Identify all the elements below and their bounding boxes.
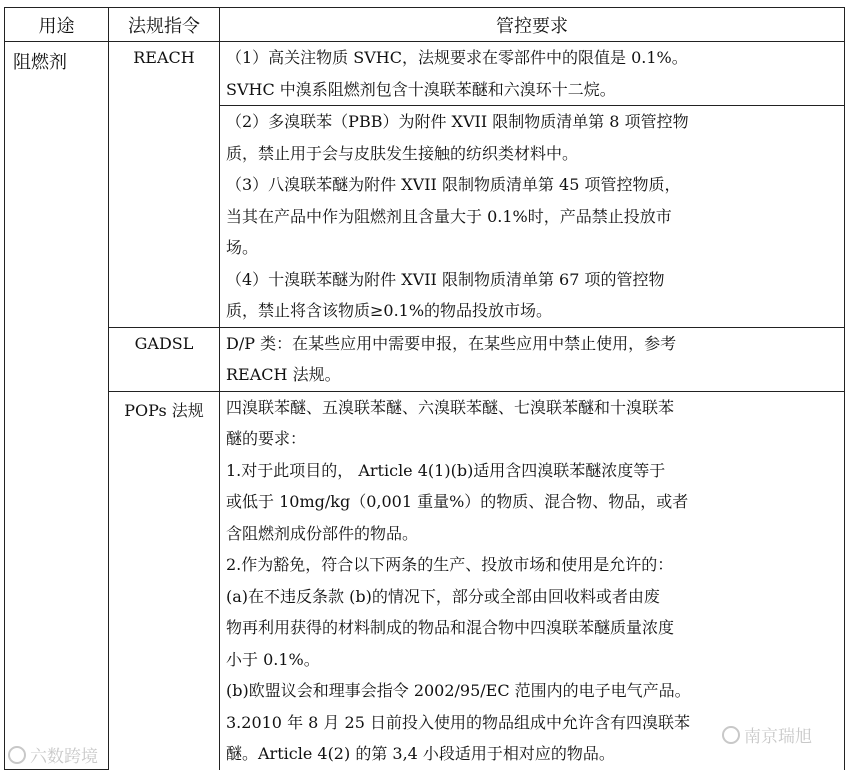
requirement-line: 物再利用获得的材料制成的物品和混合物中四溴联苯醚质量浓度: [226, 618, 675, 637]
reach-requirement-svhc: [220, 42, 845, 106]
regulation-gadsl: GADSL: [109, 327, 220, 391]
requirement-line: 小于 0.1%。: [226, 649, 320, 669]
reach-requirement-annex-xvii: [220, 106, 845, 328]
requirement-line: (a)在不违反条款 (b)的情况下，部分或全部由回收料或者由废: [226, 586, 660, 606]
requirement-line: SVHC 中溴系阻燃剂包含十溴联苯醚和六溴环十二烷。: [226, 79, 616, 99]
gadsl-row: [5, 327, 845, 391]
requirement-line: 四溴联苯醚、五溴联苯醚、六溴联苯醚、七溴联苯醚和十溴联苯: [226, 397, 675, 417]
requirement-line: 2.作为豁免，符合以下两条的生产、投放市场和使用是允许的：: [226, 555, 674, 574]
requirement-line: （4）十溴联苯醚为附件 XVII 限制物质清单第 67 项的管控物: [226, 269, 665, 289]
watermark-right: 南京瑞旭: [722, 722, 812, 747]
requirement-line: 当其在产品中作为阻燃剂且含量大于 0.1%时，产品禁止投放市: [226, 206, 672, 226]
pops-requirement: [220, 391, 845, 770]
header-requirement: 管控要求: [220, 8, 845, 42]
requirement-line: 醚的要求：: [226, 429, 307, 448]
usage-cell: 阻燃剂: [5, 42, 109, 770]
regulation-reach: REACH: [109, 42, 220, 328]
regulation-table: [4, 7, 845, 770]
requirement-line: (b)欧盟议会和理事会指令 2002/95/EC 范围内的电子电气产品。: [226, 681, 691, 700]
requirement-line: 3.2010 年 8 月 25 日前投入使用的物品组成中允许含有四溴联苯: [226, 712, 690, 732]
header-usage: 用途: [5, 8, 109, 42]
requirement-line: 或低于 10mg/kg（0,001 重量%）的物质、混合物、物品，或者: [226, 492, 689, 511]
requirement-line: 含阻燃剂成份部件的物品。: [226, 523, 419, 543]
requirement-line: （3）八溴联苯醚为附件 XVII 限制物质清单第 45 项管控物质，: [226, 175, 681, 194]
watermark-left: 六数跨境: [8, 742, 98, 767]
regulation-pops: POPs 法规: [109, 391, 220, 770]
requirement-line: （1）高关注物质 SVHC，法规要求在零部件中的限值是 0.1%。: [226, 48, 688, 67]
requirement-line: （2）多溴联苯（PBB）为附件 XVII 限制物质清单第 8 项管控物: [226, 112, 689, 131]
pops-row: [5, 391, 845, 770]
requirement-line: 1.对于此项目的， Article 4(1)(b)适用含四溴联苯醚浓度等于: [226, 460, 666, 480]
reach-row-1: [5, 42, 845, 106]
wechat-icon: [8, 746, 26, 764]
header-regulation: 法规指令: [109, 8, 220, 42]
requirement-line: 质，禁止将含该物质≥0.1%的物品投放市场。: [226, 301, 553, 320]
requirement-line: 醚。Article 4(2) 的第 3,4 小段适用于相对应的物品。: [226, 744, 615, 763]
requirement-line: 场。: [226, 238, 259, 257]
wechat-icon: [722, 726, 740, 744]
requirement-line: D/P 类：在某些应用中需要申报，在某些应用中禁止使用，参考: [226, 333, 677, 353]
requirement-line: REACH 法规。: [226, 365, 341, 384]
header-row: [5, 8, 845, 42]
requirement-line: 质，禁止用于会与皮肤发生接触的纺织类材料中。: [226, 143, 579, 163]
gadsl-requirement: [220, 327, 845, 391]
